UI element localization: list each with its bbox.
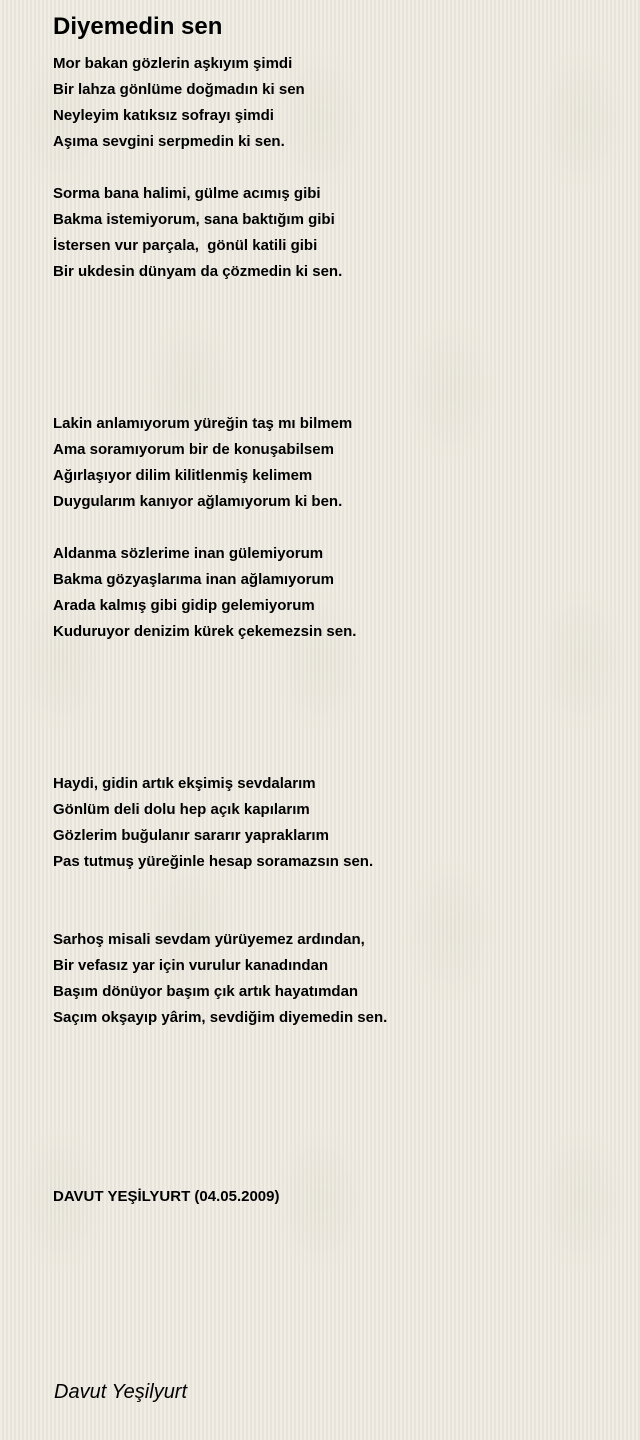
stanza-5 <box>53 771 373 875</box>
poem-line: Lakin anlamıyorum yüreğin taş mı bilmem <box>53 415 353 432</box>
poem-line: Neyleyim katıksız sofrayı şimdi <box>53 107 274 124</box>
stanza-4 <box>53 541 356 645</box>
poem-line: Arada kalmış gibi gidip gelemiyorum <box>53 597 315 614</box>
poem-line: Sorma bana halimi, gülme acımış gibi <box>53 185 321 202</box>
poem-line: Bir vefasız yar için vurulur kanadından <box>53 957 329 974</box>
poem-line: Aşıma sevgini serpmedin ki sen. <box>53 133 285 150</box>
poem-line: Ağırlaşıyor dilim kilitlenmiş kelimem <box>53 467 313 484</box>
poem-line: Gözlerim buğulanır sararır yapraklarım <box>53 827 329 844</box>
poem-line: Bakma istemiyorum, sana baktığım gibi <box>53 211 335 228</box>
poem-line: Mor bakan gözlerin aşkıyım şimdi <box>53 55 293 72</box>
poem-line: Sarhoş misali sevdam yürüyemez ardından, <box>53 931 365 948</box>
poem-line: Haydi, gidin artık ekşimiş sevdalarım <box>53 775 316 792</box>
stanza-1 <box>53 51 305 155</box>
poem-line: Duygularım kanıyor ağlamıyorum ki ben. <box>53 493 343 510</box>
poem-line: Başım dönüyor başım çık artık hayatımdan <box>53 983 359 1000</box>
poem-line: Bakma gözyaşlarıma inan ağlamıyorum <box>53 571 334 588</box>
poem-line: Ama soramıyorum bir de konuşabilsem <box>53 441 334 458</box>
poem-line: Kuduruyor denizim kürek çekemezsin sen. <box>53 623 357 640</box>
poem-line: Pas tutmuş yüreğinle hesap soramazsın sen. <box>53 853 374 870</box>
stanza-6 <box>53 927 387 1031</box>
poem-line: Gönlüm deli dolu hep açık kapılarım <box>53 801 310 818</box>
poem-title: Diyemedin sen <box>53 13 223 40</box>
stanza-2 <box>53 181 342 285</box>
stanza-3 <box>53 411 352 515</box>
poem-line: İstersen vur parçala, gönül katili gibi <box>53 237 318 254</box>
poem-line: Aldanma sözlerime inan gülemiyorum <box>53 545 324 562</box>
poem-line: Bir lahza gönlüme doğmadın ki sen <box>53 81 305 98</box>
poem-signature: DAVUT YEŞİLYURT (04.05.2009) <box>53 1188 280 1205</box>
poem-line: Saçım okşayıp yârim, sevdiğim diyemedin sen. <box>53 1009 388 1026</box>
author-name: Davut Yeşilyurt <box>54 1381 188 1403</box>
poem-line: Bir ukdesin dünyam da çözmedin ki sen. <box>53 263 343 280</box>
